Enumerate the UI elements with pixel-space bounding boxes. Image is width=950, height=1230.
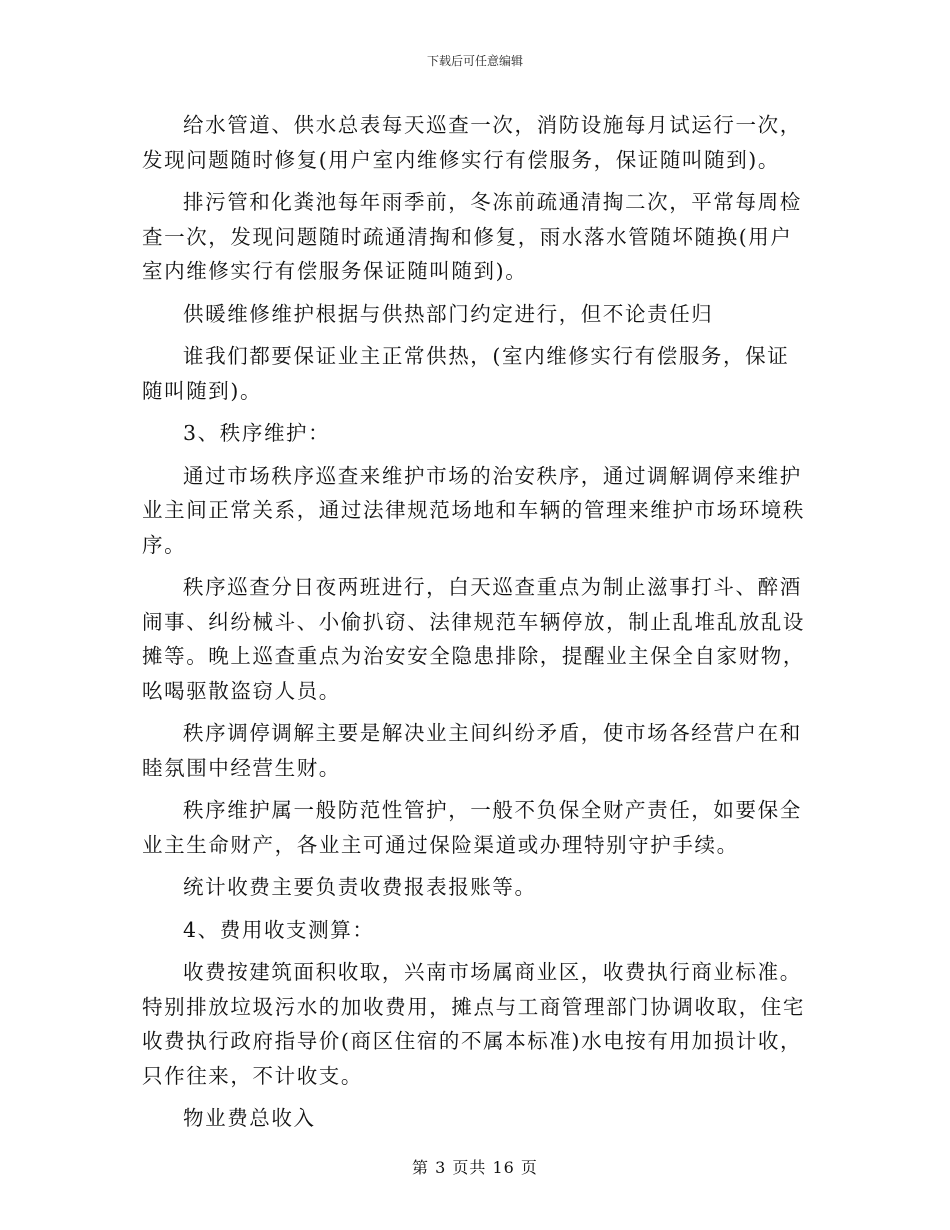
paragraph-order-mediation: 秩序调停调解主要是解决业主间纠纷矛盾，使市场各经营户在和睦氛围中经营生财。: [142, 721, 802, 780]
paragraph-order-patrol: 秩序巡查分日夜两班进行，白天巡查重点为制止滋事打斗、醉酒闹事、纠纷械斗、小偷扒窃、法律规范车辆停放，制止乱堆乱放乱设摊等。晚上巡查重点为治安安全隐患排除，提醒业主保全自家财物，吆喝驱散盗窃人员。: [142, 575, 805, 703]
paragraph-heating: 供暖维修维护根据与供热部门约定进行，但不论责任归: [183, 301, 714, 326]
page-footer: 第 3 页共 16 页: [412, 1158, 538, 1177]
document-body: [142, 108, 810, 1144]
paragraph-total-income: 物业费总收入: [183, 1106, 316, 1130]
section-heading-fees: 4、费用收支测算：: [183, 917, 375, 942]
paragraph-billing: 统计收费主要负责收费报表报账等。: [183, 875, 537, 899]
header-note: 下载后可任意编辑: [426, 54, 523, 68]
paragraph-order-protection: 秩序维护属一般防范性管护，一般不负保全财产责任，如要保全业主生命财产，各业主可通过保险渠道或办理特别守护手续。: [142, 798, 802, 857]
paragraph-water-supply: 给水管道、供水总表每天巡查一次，消防设施每月试运行一次，发现问题随时修复(用户室内维修实行有偿服务，保证随叫随到)。: [142, 113, 802, 172]
paragraph-order-overview: 通过市场秩序巡查来维护市场的治安秩序，通过调解调停来维护业主间正常关系，通过法律规范场地和车辆的管理来维护市场环境秩序。: [142, 463, 805, 557]
paragraph-drainage: 排污管和化粪池每年雨季前，冬冻前疏通清掏二次，平常每周检查一次，发现问题随时疏通清掏和修复，雨水落水管随坏随换(用户室内维修实行有偿服务保证随叫随到)。: [142, 190, 802, 283]
paragraph-heating-cont: 谁我们都要保证业主正常供热，(室内维修实行有偿服务，保证随叫随到)。: [142, 344, 790, 403]
paragraph-fee-standard: 收费按建筑面积收取，兴南市场属商业区，收费执行商业标准。特别排放垃圾污水的加收费用，摊点与工商管理部门协调收取，住宅收费执行政府指导价(商区住宿的不属本标准)水电按有用加损计收，只作往来，不计收支。: [142, 960, 805, 1088]
section-heading-order: 3、秩序维护：: [183, 421, 331, 445]
